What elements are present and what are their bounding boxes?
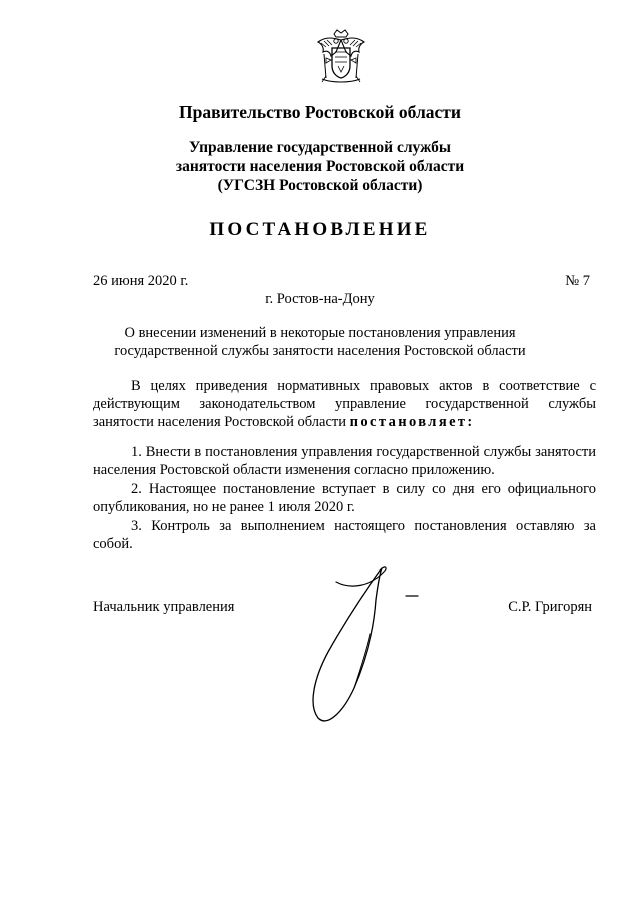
coat-of-arms-emblem xyxy=(314,28,368,86)
government-title: Правительство Ростовской области xyxy=(179,102,461,122)
resolution-item xyxy=(93,480,596,516)
document-number: № 7 xyxy=(565,273,590,289)
resolution-item-text: 2. Настоящее постановление вступает в силу со дня его официального опубликования, но не ранее 1 июля 2020 г. xyxy=(93,481,596,515)
handwritten-signature xyxy=(296,560,426,730)
signer-name: С.Р. Григорян xyxy=(508,599,592,615)
preamble-text: В целях приведения нормативных правовых актов в соответствие с действующим законодательством управление государственной службы занятости населения Ростовской области xyxy=(93,378,596,430)
resolves-keyword: постановляет: xyxy=(349,414,475,430)
department-name-line: занятости населения Ростовской области xyxy=(175,158,465,175)
department-name-line: Управление государственной службы xyxy=(189,139,451,156)
resolution-item xyxy=(93,443,596,479)
document-city: г. Ростов-на-Дону xyxy=(265,291,375,307)
signer-position: Начальник управления xyxy=(93,599,235,615)
subject-line: государственной службы занятости населения Ростовской области xyxy=(114,343,526,359)
department-abbreviation: (УГСЗН Ростовской области) xyxy=(217,177,423,194)
resolution-item-text: 1. Внести в постановления управления государственной службы занятости населения Ростовской области изменения согласно приложению. xyxy=(93,444,596,478)
preamble-paragraph xyxy=(93,377,596,431)
resolution-item-text: 3. Контроль за выполнением настоящего постановления оставляю за собой. xyxy=(93,518,596,552)
document-type-heading: ПОСТАНОВЛЕНИЕ xyxy=(209,219,431,240)
document-date: 26 июня 2020 г. xyxy=(93,273,189,289)
subject-line: О внесении изменений в некоторые постановления управления xyxy=(124,325,516,341)
resolution-item xyxy=(93,517,596,553)
